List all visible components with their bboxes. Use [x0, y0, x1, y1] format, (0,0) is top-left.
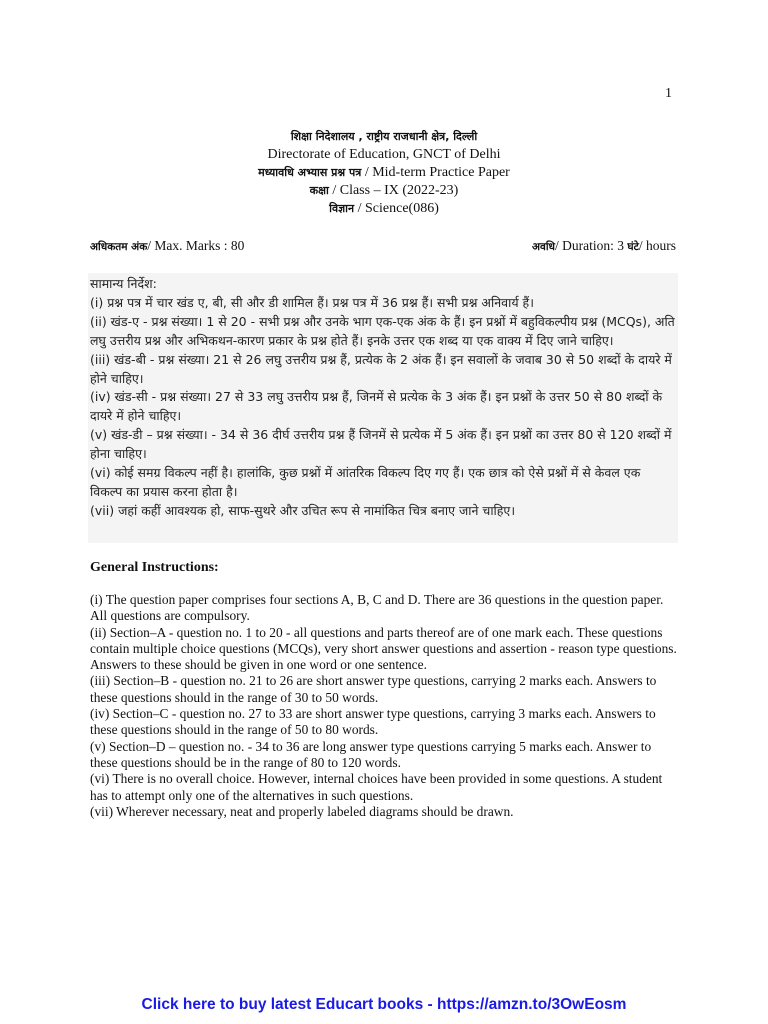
hindi-instruction-item: (iv) खंड-सी - प्रश्न संख्या। 27 से 33 लघु उत्तरीय प्रश्न हैं, जिनमें से प्रत्येक के 3 अंक हैं। इन प्रश्नों के उत्तर 50 से 80 शब्दों के दायरे में होने चाहिए। — [90, 389, 663, 424]
duration-hours-hindi: घंटे — [627, 241, 639, 253]
header-directorate: Directorate of Education, GNCT of Delhi — [267, 147, 501, 162]
hindi-instruction-item: (vi) कोई समग्र विकल्प नहीं है। हालांकि, कुछ प्रश्नों में आंतरिक विकल्प दिए गए हैं। एक छात्र को ऐसे प्रश्नों में से केवल एक विकल्प का प्रयास करना होता है। — [90, 465, 641, 499]
max-marks-english: / Max. Marks : 80 — [147, 238, 245, 253]
subject-english: / Science(086) — [354, 201, 439, 216]
instruction-item: (vii) Wherever necessary, neat and properly labeled diagrams should be drawn. — [90, 803, 514, 819]
duration-hindi: अवधि — [531, 241, 555, 253]
hindi-instruction-item: (v) खंड-डी – प्रश्न संख्या। - 34 से 36 दीर्घ उत्तरीय प्रश्न हैं जिनमें से प्रत्येक में 5 अंक हैं। इन प्रश्नों का उत्तर 80 से 120 शब्दों में होना चाहिए। — [90, 427, 672, 462]
buy-books-link[interactable]: Click here to buy latest Educart books - https://amzn.to/3OwEosm — [141, 996, 627, 1013]
hindi-instruction-item: (i) प्रश्न पत्र में चार खंड ए, बी, सी और डी शामिल हैं। प्रश्न पत्र में 36 प्रश्न हैं। सभी प्रश्न अनिवार्य हैं। — [90, 294, 534, 310]
max-marks — [90, 238, 244, 254]
hindi-instructions — [88, 273, 678, 543]
class-hindi: कक्षा — [309, 184, 329, 197]
instruction-item: (iii) Section–B - question no. 21 to 26 are short answer type questions, carrying 2 marks each. Answers to these questions should in the range of 30 to 50 words. — [90, 673, 657, 705]
hindi-instruction-item: (vii) जहां कहीं आवश्यक हो, साफ-सुथरे और उचित रूप से नामांकित चित्र बनाए जाने चाहिए। — [90, 502, 516, 518]
subject-hindi: विज्ञान — [329, 202, 355, 215]
duration — [532, 238, 676, 254]
header-subject — [0, 200, 768, 218]
document-header — [0, 128, 768, 218]
general-instructions-list — [90, 592, 682, 820]
hindi-instruction-item: (ii) खंड-ए - प्रश्न संख्या। 1 से 20 - सभी प्रश्न और उनके भाग एक-एक अंक के हैं। इन प्रश्नों में बहुविकल्पीय प्रश्न (MCQs), अति लघु उत्तरीय प्रश्न और अभिकथन-कारण प्रकार के प्रश्न होते हैं। इनके उत्तर एक शब्द या एक वाक्य में दिए जाने चाहिए। — [90, 313, 675, 348]
class-english: / Class – IX (2022-23) — [328, 183, 459, 198]
instruction-item: (i) The question paper comprises four sections A, B, C and D. There are 36 questions in the question paper. All questions are compulsory. — [90, 592, 664, 624]
instruction-item: (ii) Section–A - question no. 1 to 20 - all questions and parts thereof are of one mark each. These questions contain multiple choice questions (MCQs), very short answer questions and assertion - reason type questions. Answers to these should be given in one word or one sentence. — [90, 624, 677, 673]
max-marks-hindi: अधिकतम अंक — [90, 241, 148, 253]
paper-type-hindi: मध्यावधि अभ्यास प्रश्न पत्र — [258, 166, 362, 179]
duration-hours-english: / hours — [638, 238, 676, 253]
general-instructions-title: General Instructions: — [90, 560, 219, 575]
instruction-item: (iv) Section–C - question no. 27 to 33 are short answer type questions, carrying 3 marks each. Answers to these questions should in the range of 50 to 80 words. — [90, 706, 656, 738]
duration-english: / Duration: 3 — [555, 238, 628, 253]
hindi-instruction-item: (iii) खंड-बी - प्रश्न संख्या। 21 से 26 लघु उत्तरीय प्रश्न हैं, प्रत्येक के 2 अंक हैं। इन सवालों के जवाब 30 से 50 शब्दों के दायरे में होने चाहिए। — [90, 351, 672, 386]
header-class — [0, 182, 768, 200]
header-hindi-title: शिक्षा निदेशालय , राष्ट्रीय राजधानी क्षेत्र, दिल्ली — [290, 130, 478, 143]
page-number: 1 — [665, 86, 672, 101]
header-paper-type — [0, 164, 768, 182]
marks-duration-row — [90, 238, 676, 254]
hindi-instructions-title: सामान्य निर्देश: — [90, 276, 157, 291]
instruction-item: (v) Section–D – question no. - 34 to 36 are long answer type questions carrying 5 marks each. Answer to these questions should be in the range of 80 to 120 words. — [90, 738, 652, 770]
paper-type-english: / Mid-term Practice Paper — [361, 165, 510, 180]
instruction-item: (vi) There is no overall choice. However, internal choices have been provided in some questions. A student has to attempt only one of the alternatives in such questions. — [90, 771, 663, 803]
